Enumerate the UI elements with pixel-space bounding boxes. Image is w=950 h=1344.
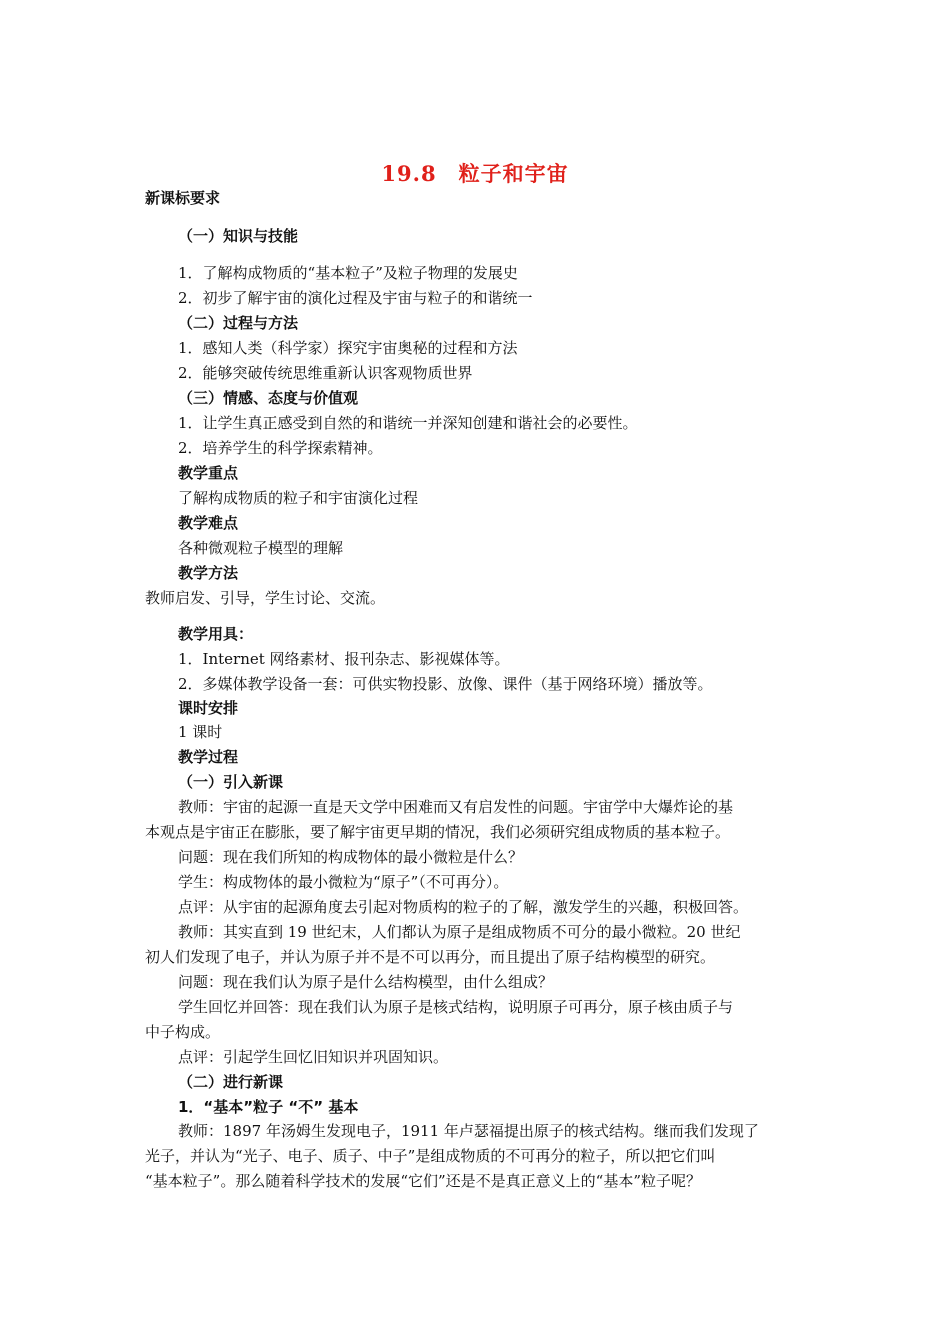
schedule-heading: 课时安排 [178,699,239,717]
knowledge-heading: （一）知识与技能 [178,227,299,245]
paragraph-line: 问题：现在我们认为原子是什么结构模型，由什么组成？ [178,973,554,991]
key-point-text: 了解构成物质的粒子和宇宙演化过程 [178,489,419,507]
tools-item: 1．Internet 网络素材、报刊杂志、影视媒体等。 [178,650,510,668]
paragraph-line: 教师：其实直到 19 世纪末，人们都认为原子是组成物质不可分的最小微粒。20 世纪 [178,923,741,941]
tools-item: 2．多媒体教学设备一套：可供实物投影、放像、课件（基于网络环境）播放等。 [178,675,713,693]
key-point-heading: 教学重点 [178,464,239,482]
paragraph-line: “基本粒子”。那么随着科学技术的发展“它们”还是不是真正意义上的“基本”粒子呢？ [145,1172,702,1190]
tools-heading: 教学用具： [178,625,254,643]
section-heading-standard: 新课标要求 [145,189,221,207]
emotion-heading: （三）情感、态度与价值观 [178,389,359,407]
intro-paragraph [145,895,810,920]
intro-paragraph [145,845,810,870]
intro-heading: （一）引入新课 [178,773,284,791]
intro-paragraph [145,870,810,895]
method-heading: 教学方法 [178,564,239,582]
paragraph-line: 学生回忆并回答：现在我们认为原子是核式结构，说明原子可再分，原子核由质子与 [178,998,734,1016]
paragraph-line: 中子构成。 [145,1023,221,1041]
process-item: 1．感知人类（科学家）探究宇宙奥秘的过程和方法 [178,339,518,357]
paragraph-line: 学生：构成物体的最小微粒为“原子”（不可再分）。 [178,873,509,891]
paragraph-line: 本观点是宇宙正在膨胀，要了解宇宙更早期的情况，我们必须研究组成物质的基本粒子。 [145,823,731,841]
method-text: 教师启发、引导，学生讨论、交流。 [145,589,386,607]
paragraph-line: 点评：从宇宙的起源角度去引起对物质构的粒子的了解，激发学生的兴趣，积极回答。 [178,898,749,916]
paragraph-line: 点评：引起学生回忆旧知识并巩固知识。 [178,1048,449,1066]
intro-paragraph [145,795,810,845]
paragraph-line: 问题：现在我们所知的构成物体的最小微粒是什么？ [178,848,524,866]
subsection-heading: 1．“基本”粒子 “不” 基本 [178,1098,359,1116]
knowledge-item: 1．了解构成物质的“基本粒子”及粒子物理的发展史 [178,264,518,282]
schedule-text: 1 课时 [178,723,223,741]
process-heading: （二）过程与方法 [178,314,299,332]
emotion-item: 1．让学生真正感受到自然的和谐统一并深知创建和谐社会的必要性。 [178,414,638,432]
new-lesson-heading: （二）进行新课 [178,1073,284,1091]
paragraph-line: 初人们发现了电子，并认为原子并不是不可以再分，而且提出了原子结构模型的研究。 [145,948,716,966]
difficulty-heading: 教学难点 [178,514,239,532]
knowledge-item: 2．初步了解宇宙的演化过程及宇宙与粒子的和谐统一 [178,289,533,307]
paragraph-line: 教师：宇宙的起源一直是天文学中困难而又有启发性的问题。宇宙学中大爆炸论的基 [178,798,734,816]
final-paragraph [145,1119,810,1194]
teaching-process-heading: 教学过程 [178,748,239,766]
intro-paragraph [145,920,810,970]
intro-paragraph [145,995,810,1045]
paragraph-line: 教师：1897 年汤姆生发现电子，1911 年卢瑟福提出原子的核式结构。继而我们发现了 [178,1122,759,1140]
emotion-item: 2．培养学生的科学探索精神。 [178,439,383,457]
intro-paragraph [145,970,810,995]
page-title: 19.8 粒子和宇宙 [381,161,569,186]
paragraph-line: 光子，并认为“光子、电子、质子、中子”是组成物质的不可再分的粒子，所以把它们叫 [145,1147,716,1165]
intro-paragraph [145,1045,810,1070]
difficulty-text: 各种微观粒子模型的理解 [178,539,344,557]
process-item: 2．能够突破传统思维重新认识客观物质世界 [178,364,473,382]
